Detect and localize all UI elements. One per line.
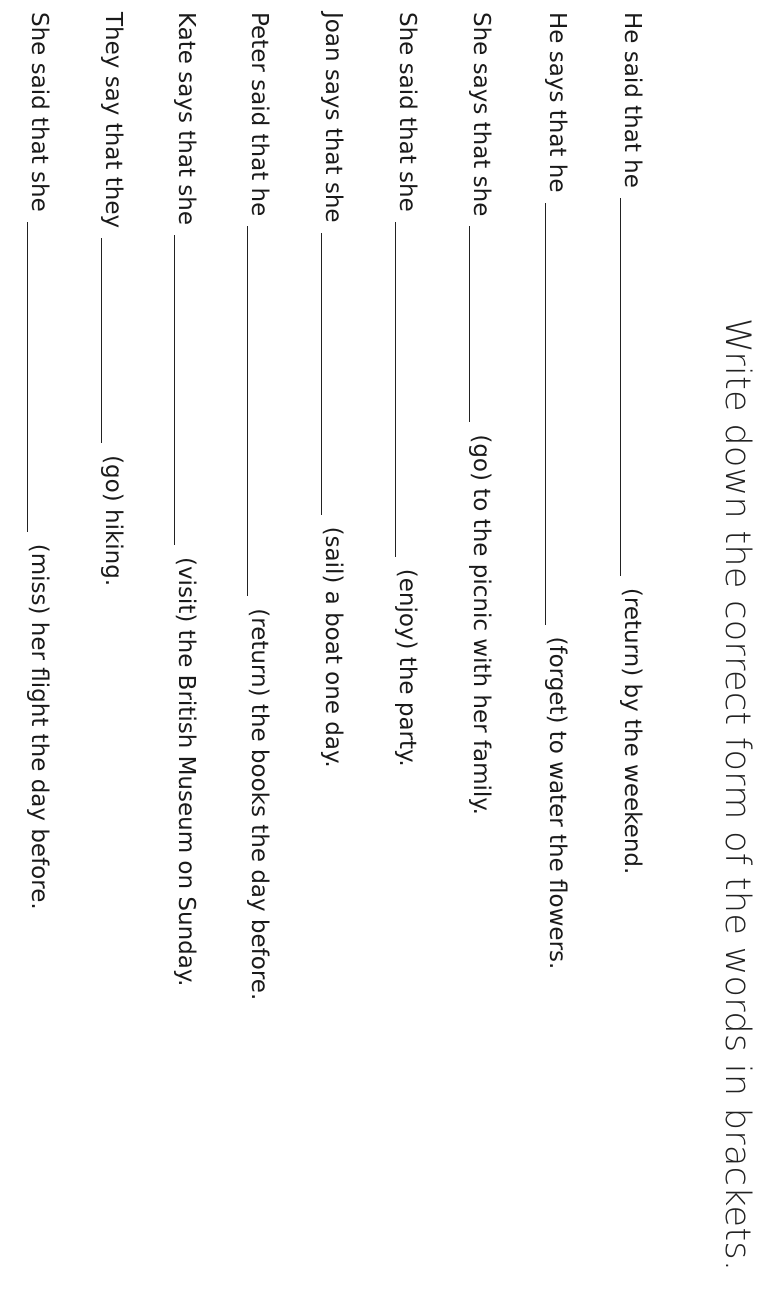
sentence-end: (forget) to water the flowers. [544,636,570,970]
sentence-end: (enjoy) the party. [394,568,420,767]
sentence-start: She says that she [468,12,494,217]
answer-blank[interactable] [248,226,271,596]
exercise-item-4 [392,12,422,767]
sentence-start: Peter said that he [246,12,272,217]
sentence-start: She said that she [394,12,420,212]
sentence-end: (miss) her flight the day before. [26,543,52,910]
answer-blank[interactable] [396,222,419,557]
exercise-item-1 [617,12,647,874]
sentence-start: Kate says that she [173,12,199,225]
sentence-start: Joan says that she [320,12,346,223]
sentence-start: They say that they [100,12,126,229]
exercise-item-3 [466,12,496,815]
answer-blank[interactable] [322,233,345,515]
exercise-item-8 [98,12,128,586]
sentence-end: (return) by the weekend. [619,587,645,875]
exercise-item-5 [318,12,348,768]
exercise-item-6 [244,12,274,1000]
sentence-end: (sail) a boat one day. [320,526,346,768]
exercise-item-7 [171,12,201,986]
answer-blank[interactable] [546,203,569,625]
answer-blank[interactable] [102,238,125,443]
sentence-start: She said that she [26,12,52,212]
worksheet-title: Write down the correct form of the words in brackets. [717,318,757,1272]
answer-blank[interactable] [621,198,644,576]
sentence-end: (go) hiking. [100,455,126,587]
exercise-item-2 [542,12,572,969]
sentence-start: He says that he [544,12,570,193]
sentence-start: He said that he [619,12,645,188]
answer-blank[interactable] [175,235,198,545]
exercise-item-9 [24,12,54,910]
answer-blank[interactable] [28,222,51,532]
sentence-end: (return) the books the day before. [246,608,272,1001]
answer-blank[interactable] [470,226,493,422]
sentence-end: (go) to the picnic with her family. [468,434,494,815]
sentence-end: (visit) the British Museum on Sunday. [173,556,199,987]
